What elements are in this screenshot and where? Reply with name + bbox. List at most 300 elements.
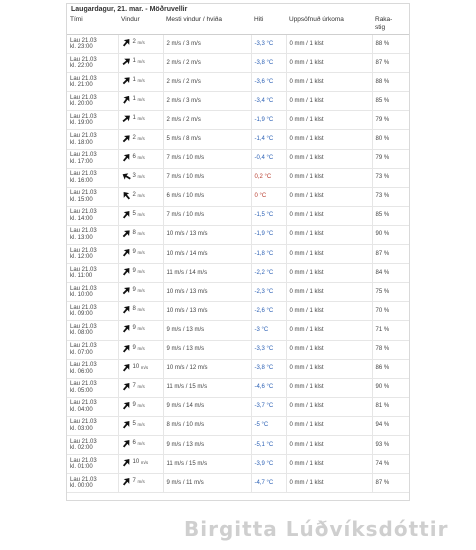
precip-cell: 0 mm / 1 klst (286, 264, 372, 283)
hour-text: kl. 10:00 (70, 292, 93, 299)
table-row (67, 359, 409, 378)
humidity-cell: 70 % (372, 302, 409, 321)
header-max-wind: Mesti vindur / hviða (163, 15, 251, 35)
humidity-cell: 78 % (372, 340, 409, 359)
max-wind-cell: 8 m/s / 10 m/s (163, 416, 251, 435)
hour-text: kl. 17:00 (70, 158, 93, 165)
hour-text: kl. 05:00 (70, 387, 93, 394)
date-text: Lau 21.03 (70, 323, 97, 330)
table-row (67, 283, 409, 302)
precip-cell: 0 mm / 1 klst (286, 73, 372, 92)
table-row (67, 340, 409, 359)
wind-speed: 1 (132, 115, 136, 122)
max-wind-cell: 10 m/s / 12 m/s (163, 359, 251, 378)
date-text: Lau 21.03 (70, 419, 97, 426)
weather-card (66, 3, 410, 501)
time-cell (67, 435, 118, 454)
hour-text: kl. 03:00 (70, 425, 93, 432)
date-text: Lau 21.03 (70, 247, 97, 254)
time-cell (67, 359, 118, 378)
wind-speed: 5 (132, 420, 136, 427)
hour-text: kl. 18:00 (70, 139, 93, 146)
max-wind-cell: 7 m/s / 10 m/s (163, 149, 251, 168)
hour-text: kl. 07:00 (70, 349, 93, 356)
max-wind-cell: 6 m/s / 10 m/s (163, 187, 251, 206)
wind-unit: m/s (137, 288, 145, 294)
table-row (67, 378, 409, 397)
header-humidity-line1: Raka- (375, 16, 393, 23)
temp-cell: -3,8 °C (251, 359, 286, 378)
wind-speed: 2 (132, 134, 136, 141)
precip-cell: 0 mm / 1 klst (286, 397, 372, 416)
wind-cell (118, 35, 163, 54)
wind-arrow-icon (120, 323, 133, 336)
time-cell (67, 321, 118, 340)
temp-cell: -2,6 °C (251, 302, 286, 321)
max-wind-cell: 10 m/s / 13 m/s (163, 302, 251, 321)
wind-arrow-icon (120, 246, 133, 259)
humidity-cell: 74 % (372, 455, 409, 474)
temp-cell: -2,3 °C (251, 283, 286, 302)
wind-speed: 1 (132, 96, 136, 103)
max-wind-cell: 2 m/s / 2 m/s (163, 111, 251, 130)
time-cell (67, 206, 118, 225)
wind-cell (118, 359, 163, 378)
wind-unit: m/s (137, 250, 145, 256)
table-row (67, 264, 409, 283)
precip-cell: 0 mm / 1 klst (286, 455, 372, 474)
date-text: Lau 21.03 (70, 228, 97, 235)
temp-cell: -3,4 °C (251, 92, 286, 111)
temp-cell: -1,9 °C (251, 111, 286, 130)
wind-speed: 8 (132, 229, 136, 236)
humidity-cell: 94 % (372, 416, 409, 435)
wind-cell (118, 73, 163, 92)
wind-unit: m/s (137, 192, 145, 198)
wind-unit: m/s (137, 326, 145, 332)
wind-arrow-icon (120, 437, 133, 450)
wind-speed: 3 (132, 172, 136, 179)
max-wind-cell: 10 m/s / 13 m/s (163, 283, 251, 302)
wind-unit: m/s (137, 78, 145, 84)
humidity-cell: 75 % (372, 283, 409, 302)
wind-speed: 9 (132, 344, 136, 351)
wind-speed: 9 (132, 401, 136, 408)
wind-cell (118, 302, 163, 321)
max-wind-cell: 9 m/s / 13 m/s (163, 340, 251, 359)
wind-speed: 9 (132, 249, 136, 256)
max-wind-cell: 7 m/s / 10 m/s (163, 206, 251, 225)
temp-cell: -4,6 °C (251, 378, 286, 397)
time-cell (67, 416, 118, 435)
precip-cell: 0 mm / 1 klst (286, 168, 372, 187)
wind-cell (118, 225, 163, 244)
time-cell (67, 225, 118, 244)
wind-arrow-icon (120, 113, 133, 126)
temp-cell: -3 °C (251, 321, 286, 340)
hour-text: kl. 20:00 (70, 101, 93, 108)
wind-unit: m/s (137, 441, 145, 447)
date-text: Lau 21.03 (70, 171, 97, 178)
wind-cell (118, 397, 163, 416)
hour-text: kl. 19:00 (70, 120, 93, 127)
wind-cell (118, 206, 163, 225)
hour-text: kl. 09:00 (70, 311, 93, 318)
header-precip: Uppsöfnuð úrkoma (286, 15, 372, 35)
humidity-cell: 73 % (372, 168, 409, 187)
humidity-cell: 79 % (372, 111, 409, 130)
max-wind-cell: 9 m/s / 13 m/s (163, 321, 251, 340)
wind-unit: m/s (137, 230, 145, 236)
wind-unit: m/s (137, 307, 145, 313)
time-cell (67, 302, 118, 321)
time-cell (67, 54, 118, 73)
date-text: Lau 21.03 (70, 209, 97, 216)
wind-arrow-icon (120, 418, 133, 431)
date-text: Lau 21.03 (70, 266, 97, 273)
wind-arrow-icon (120, 380, 133, 393)
wind-cell (118, 321, 163, 340)
date-text: Lau 21.03 (70, 343, 97, 350)
time-cell (67, 187, 118, 206)
date-text: Lau 21.03 (70, 381, 97, 388)
wind-arrow-icon (120, 456, 133, 469)
precip-cell: 0 mm / 1 klst (286, 92, 372, 111)
date-text: Lau 21.03 (70, 285, 97, 292)
humidity-cell: 87 % (372, 245, 409, 264)
wind-arrow-icon (120, 94, 133, 107)
time-cell (67, 245, 118, 264)
hour-text: kl. 04:00 (70, 406, 93, 413)
wind-unit: m/s (137, 97, 145, 103)
table-row (67, 111, 409, 130)
watermark: Birgitta Lúðvíksdóttir (184, 517, 449, 541)
wind-speed: 9 (132, 287, 136, 294)
wind-cell (118, 54, 163, 73)
wind-arrow-icon (120, 265, 133, 278)
temp-cell: -1,5 °C (251, 206, 286, 225)
time-cell (67, 73, 118, 92)
wind-arrow-icon (120, 151, 133, 164)
header-wind: Vindur (118, 15, 163, 35)
wind-cell (118, 168, 163, 187)
max-wind-cell: 5 m/s / 8 m/s (163, 130, 251, 149)
temp-cell: -0,4 °C (251, 149, 286, 168)
wind-cell (118, 416, 163, 435)
date-text: Lau 21.03 (70, 438, 97, 445)
table-row (67, 206, 409, 225)
humidity-cell: 90 % (372, 225, 409, 244)
wind-arrow-icon (120, 55, 133, 68)
precip-cell: 0 mm / 1 klst (286, 35, 372, 54)
hour-text: kl. 22:00 (70, 63, 93, 70)
wind-arrow-icon (120, 227, 133, 240)
table-row (67, 321, 409, 340)
wind-cell (118, 187, 163, 206)
table-row (67, 397, 409, 416)
wind-cell (118, 474, 163, 493)
time-cell (67, 455, 118, 474)
humidity-cell: 93 % (372, 435, 409, 454)
temp-cell: -3,3 °C (251, 340, 286, 359)
wind-cell (118, 111, 163, 130)
wind-speed: 2 (132, 39, 136, 46)
date-text: Lau 21.03 (70, 94, 97, 101)
precip-cell: 0 mm / 1 klst (286, 187, 372, 206)
time-cell (67, 111, 118, 130)
humidity-cell: 84 % (372, 264, 409, 283)
humidity-cell: 80 % (372, 130, 409, 149)
humidity-cell: 73 % (372, 187, 409, 206)
hour-text: kl. 23:00 (70, 44, 93, 51)
max-wind-cell: 9 m/s / 11 m/s (163, 474, 251, 493)
date-text: Lau 21.03 (70, 190, 97, 197)
wind-cell (118, 245, 163, 264)
hour-text: kl. 12:00 (70, 254, 93, 261)
wind-cell (118, 149, 163, 168)
time-cell (67, 35, 118, 54)
max-wind-cell: 11 m/s / 14 m/s (163, 264, 251, 283)
wind-speed: 5 (132, 210, 136, 217)
max-wind-cell: 11 m/s / 15 m/s (163, 378, 251, 397)
wind-unit: m/s (137, 135, 145, 141)
temp-cell: -3,7 °C (251, 397, 286, 416)
wind-cell (118, 264, 163, 283)
precip-cell: 0 mm / 1 klst (286, 54, 372, 73)
date-text: Lau 21.03 (70, 362, 97, 369)
table-header-row (67, 15, 409, 35)
max-wind-cell: 9 m/s / 13 m/s (163, 435, 251, 454)
wind-unit: m/s (137, 383, 145, 389)
humidity-cell: 88 % (372, 73, 409, 92)
precip-cell: 0 mm / 1 klst (286, 245, 372, 264)
hour-text: kl. 06:00 (70, 368, 93, 375)
table-row (67, 73, 409, 92)
precip-cell: 0 mm / 1 klst (286, 378, 372, 397)
temp-cell: -5,1 °C (251, 435, 286, 454)
time-cell (67, 168, 118, 187)
hour-text: kl. 11:00 (70, 273, 93, 280)
wind-cell (118, 130, 163, 149)
time-cell (67, 264, 118, 283)
humidity-cell: 86 % (372, 359, 409, 378)
wind-unit: m/s (137, 345, 145, 351)
precip-cell: 0 mm / 1 klst (286, 474, 372, 493)
temp-cell: -2,2 °C (251, 264, 286, 283)
max-wind-cell: 10 m/s / 14 m/s (163, 245, 251, 264)
wind-unit: m/s (137, 421, 145, 427)
table-row (67, 435, 409, 454)
header-temp: Hiti (251, 15, 286, 35)
wind-unit: m/s (137, 211, 145, 217)
weather-table (67, 15, 409, 493)
date-text: Lau 21.03 (70, 476, 97, 483)
temp-cell: -4,7 °C (251, 474, 286, 493)
table-row (67, 245, 409, 264)
humidity-cell: 81 % (372, 397, 409, 416)
wind-unit: m/s (140, 364, 149, 370)
table-row (67, 92, 409, 111)
temp-cell: 0,2 °C (251, 168, 286, 187)
wind-speed: 9 (132, 325, 136, 332)
max-wind-cell: 2 m/s / 2 m/s (163, 54, 251, 73)
wind-speed: 1 (132, 58, 136, 65)
wind-speed: 6 (132, 153, 136, 160)
wind-speed: 1 (132, 77, 136, 84)
hour-text: kl. 00:00 (70, 483, 93, 490)
wind-arrow-icon (120, 399, 133, 412)
time-cell (67, 474, 118, 493)
time-cell (67, 130, 118, 149)
wind-unit: m/s (137, 173, 145, 179)
precip-cell: 0 mm / 1 klst (286, 206, 372, 225)
wind-unit: m/s (137, 154, 145, 160)
wind-cell (118, 455, 163, 474)
table-row (67, 474, 409, 493)
precip-cell: 0 mm / 1 klst (286, 416, 372, 435)
wind-unit: m/s (137, 269, 145, 275)
humidity-cell: 85 % (372, 206, 409, 225)
table-row (67, 455, 409, 474)
precip-cell: 0 mm / 1 klst (286, 435, 372, 454)
wind-arrow-icon (120, 208, 133, 221)
time-cell (67, 378, 118, 397)
temp-cell: -1,9 °C (251, 225, 286, 244)
wind-speed: 10 (132, 363, 140, 370)
time-cell (67, 340, 118, 359)
wind-arrow-icon (120, 36, 133, 49)
wind-speed: 7 (132, 382, 136, 389)
wind-arrow-icon (120, 284, 133, 297)
wind-speed: 6 (132, 440, 136, 447)
date-text: Lau 21.03 (70, 304, 97, 311)
wind-cell (118, 378, 163, 397)
precip-cell: 0 mm / 1 klst (286, 359, 372, 378)
wind-speed: 10 (132, 459, 140, 466)
hour-text: kl. 13:00 (70, 234, 93, 241)
humidity-cell: 71 % (372, 321, 409, 340)
hour-text: kl. 14:00 (70, 215, 93, 222)
temp-cell: 0 °C (251, 187, 286, 206)
temp-cell: -3,3 °C (251, 35, 286, 54)
wind-arrow-icon (120, 74, 133, 87)
precip-cell: 0 mm / 1 klst (286, 149, 372, 168)
humidity-cell: 79 % (372, 149, 409, 168)
hour-text: kl. 02:00 (70, 445, 93, 452)
max-wind-cell: 2 m/s / 3 m/s (163, 35, 251, 54)
max-wind-cell: 10 m/s / 13 m/s (163, 225, 251, 244)
wind-unit: m/s (137, 59, 145, 65)
humidity-cell: 87 % (372, 54, 409, 73)
page-title: Laugardagur, 21. mar. - Möðruvellir (71, 6, 188, 13)
temp-cell: -1,4 °C (251, 130, 286, 149)
wind-arrow-icon (120, 361, 133, 374)
table-row (67, 149, 409, 168)
humidity-cell: 90 % (372, 378, 409, 397)
max-wind-cell: 7 m/s / 10 m/s (163, 168, 251, 187)
wind-speed: 9 (132, 268, 136, 275)
wind-unit: m/s (137, 116, 145, 122)
humidity-cell: 88 % (372, 35, 409, 54)
wind-cell (118, 283, 163, 302)
date-text: Lau 21.03 (70, 152, 97, 159)
max-wind-cell: 11 m/s / 15 m/s (163, 455, 251, 474)
wind-speed: 7 (132, 478, 136, 485)
wind-unit: m/s (137, 402, 145, 408)
table-row (67, 35, 409, 54)
hour-text: kl. 01:00 (70, 464, 93, 471)
precip-cell: 0 mm / 1 klst (286, 130, 372, 149)
table-row (67, 168, 409, 187)
wind-cell (118, 340, 163, 359)
table-row (67, 225, 409, 244)
temp-cell: -3,9 °C (251, 455, 286, 474)
hour-text: kl. 08:00 (70, 330, 93, 337)
humidity-cell: 87 % (372, 474, 409, 493)
wind-speed: 2 (132, 191, 136, 198)
date-text: Lau 21.03 (70, 457, 97, 464)
humidity-cell: 85 % (372, 92, 409, 111)
date-text: Lau 21.03 (70, 400, 97, 407)
wind-unit: m/s (140, 460, 149, 466)
max-wind-cell: 9 m/s / 14 m/s (163, 397, 251, 416)
time-cell (67, 149, 118, 168)
temp-cell: -3,6 °C (251, 73, 286, 92)
wind-arrow-icon (120, 170, 132, 182)
temp-cell: -1,8 °C (251, 245, 286, 264)
temp-cell: -3,8 °C (251, 54, 286, 73)
wind-cell (118, 435, 163, 454)
wind-unit: m/s (137, 40, 145, 46)
header-humidity (372, 15, 409, 35)
time-cell (67, 397, 118, 416)
precip-cell: 0 mm / 1 klst (286, 302, 372, 321)
wind-unit: m/s (137, 479, 145, 485)
max-wind-cell: 2 m/s / 3 m/s (163, 92, 251, 111)
wind-arrow-icon (120, 342, 133, 355)
hour-text: kl. 16:00 (70, 177, 93, 184)
wind-arrow-icon (120, 189, 133, 202)
table-row (67, 130, 409, 149)
table-row (67, 54, 409, 73)
header-humidity-line2: stig (375, 24, 386, 31)
date-text: Lau 21.03 (70, 113, 97, 120)
precip-cell: 0 mm / 1 klst (286, 321, 372, 340)
time-cell (67, 92, 118, 111)
hour-text: kl. 15:00 (70, 196, 93, 203)
table-row (67, 416, 409, 435)
precip-cell: 0 mm / 1 klst (286, 111, 372, 130)
date-text: Lau 21.03 (70, 37, 97, 44)
table-row (67, 187, 409, 206)
time-cell (67, 283, 118, 302)
wind-speed: 8 (132, 306, 136, 313)
temp-cell: -5 °C (251, 416, 286, 435)
header-time: Tími (67, 15, 118, 35)
precip-cell: 0 mm / 1 klst (286, 225, 372, 244)
date-text: Lau 21.03 (70, 75, 97, 82)
wind-arrow-icon (120, 132, 133, 145)
wind-cell (118, 92, 163, 111)
max-wind-cell: 2 m/s / 2 m/s (163, 73, 251, 92)
wind-arrow-icon (120, 304, 133, 317)
hour-text: kl. 21:00 (70, 82, 93, 89)
table-row (67, 302, 409, 321)
date-text: Lau 21.03 (70, 56, 97, 63)
precip-cell: 0 mm / 1 klst (286, 340, 372, 359)
precip-cell: 0 mm / 1 klst (286, 283, 372, 302)
date-text: Lau 21.03 (70, 133, 97, 140)
